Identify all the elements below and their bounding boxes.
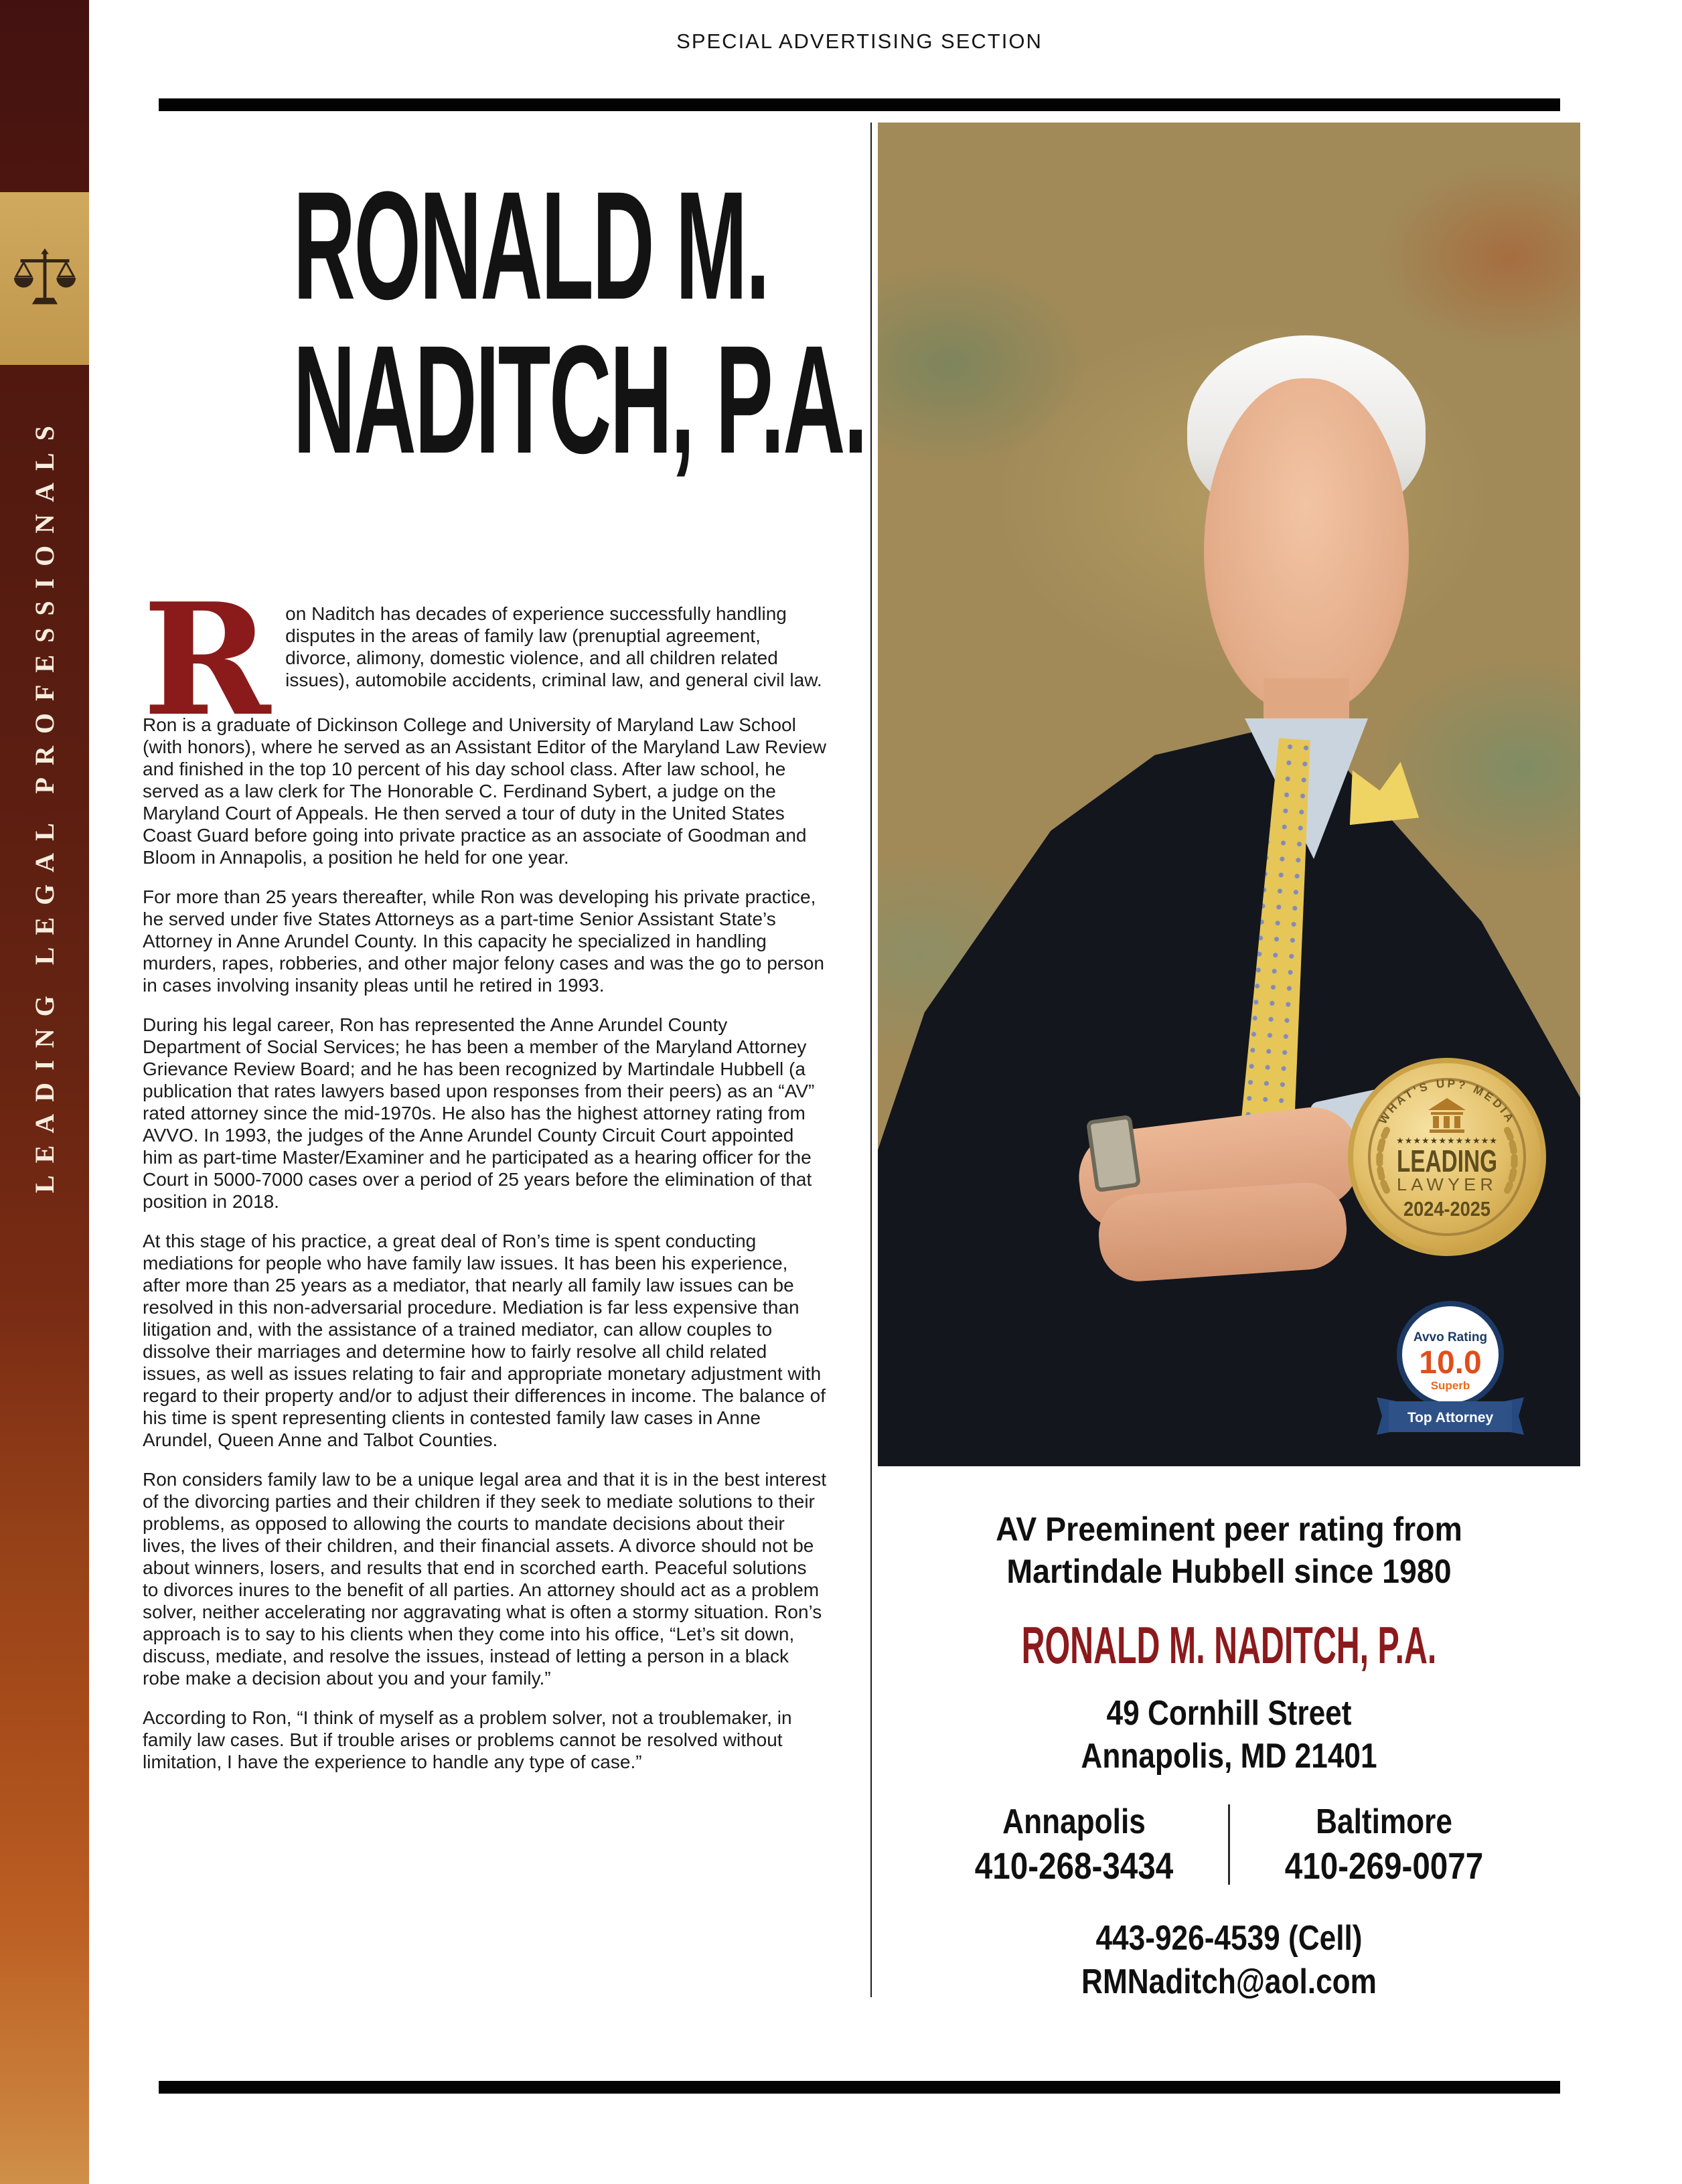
title-line-2: NADITCH, P.A. bbox=[293, 313, 866, 485]
office-phone: 410-268-3434 bbox=[974, 1845, 1174, 1887]
article-body bbox=[143, 570, 827, 1790]
attorney-photo bbox=[878, 123, 1580, 1466]
top-rule bbox=[159, 98, 1560, 111]
paragraph-3: For more than 25 years thereafter, while Ron was developing his private practice, he served under five States Attorneys as a part-time Senior Assistant State’s Attorney in Anne Arundel County. In this capacity he specialized in handling murders, rapes, robberies, and other major felony cases and was the go to person in cases involving insanity pleas until he retired in 1993. bbox=[143, 886, 824, 996]
avvo-score: 10.0 bbox=[1419, 1345, 1482, 1381]
email-address: RMNaditch@aol.com bbox=[1081, 1962, 1377, 2001]
office-city: Annapolis bbox=[1002, 1802, 1146, 1841]
article-title bbox=[143, 159, 866, 485]
photo-hand bbox=[1096, 1180, 1349, 1283]
section-header: SPECIAL ADVERTISING SECTION bbox=[676, 29, 1043, 53]
paragraph-7: According to Ron, “I think of myself as a problem solver, not a troublemaker, in family law cases. But if trouble arises or problems cannot be resolved without limitation, I have the experience to handle any type of case.” bbox=[143, 1707, 792, 1772]
sidebar-gold-block bbox=[0, 192, 89, 365]
avvo-ribbon-text: Top Attorney bbox=[1407, 1410, 1494, 1425]
title-line-1: RONALD M. bbox=[293, 159, 769, 331]
badge-line2: LAWYER bbox=[1397, 1174, 1497, 1194]
cell-phone: 443-926-4539 (Cell) bbox=[1095, 1919, 1363, 1958]
firm-name: RONALD M. NADITCH, P.A. bbox=[1021, 1616, 1437, 1674]
avvo-sub: Superb bbox=[1430, 1379, 1470, 1392]
avvo-label: Avvo Rating bbox=[1413, 1330, 1488, 1344]
photo-face bbox=[1204, 378, 1409, 713]
drop-cap: R bbox=[143, 570, 271, 751]
paragraph-2: Ron is a graduate of Dickinson College and University of Maryland Law School (with honors), where he served as an Assistant Editor of the Maryland Law Review and finished in the top 10 percent of his day school class. After law school, he served as a law clerk for The Honorable C. Ferdinand Sybert, a judge on the Maryland Court of Appeals. He then served a tour of duty in the United States Coast Guard before going into private practice as an associate of Goodman and Bloom in Annapolis, a position he held for one year. bbox=[143, 714, 826, 868]
badge-line1: LEADING bbox=[1397, 1144, 1497, 1178]
bottom-rule bbox=[159, 2081, 1560, 2094]
scales-of-justice-icon bbox=[13, 246, 77, 311]
paragraph-4: During his legal career, Ron has represented the Anne Arundel County Department of Social Services; he has been a member of the Maryland Attorney Grievance Review Board; and he has been recognized by Martindale Hubbell (a publication that rates lawyers based upon responses from their peers) as an “AV” rated attorney since the mid-1970s. He also has the highest attorney rating from AVVO. In 1993, the judges of the Anne Arundel County Circuit Court appointed him as part-time Master/Examiner and he participated as a hearing officer for the Court in 5000-7000 cases over a period of 25 years before the elimination of that position in 2018. bbox=[143, 1014, 815, 1212]
sidebar-vertical-label: LEADING LEGAL PROFESSIONALS bbox=[29, 414, 60, 1193]
peer-rating-line-2: Martindale Hubbell since 1980 bbox=[1006, 1553, 1452, 1590]
office-annapolis bbox=[927, 1800, 1221, 1889]
office-phones bbox=[878, 1800, 1580, 1889]
phone-divider bbox=[1228, 1804, 1230, 1885]
avvo-badge bbox=[1369, 1300, 1532, 1460]
office-baltimore bbox=[1237, 1800, 1531, 1889]
address bbox=[878, 1692, 1580, 1778]
badge-stars: ★★★★★★★★★★★★ bbox=[1396, 1136, 1498, 1146]
badge-arc-text: WHAT'S UP? MEDIA bbox=[1376, 1077, 1518, 1127]
column-divider bbox=[870, 123, 872, 1997]
peer-rating-line-1: AV Preeminent peer rating from bbox=[996, 1510, 1462, 1548]
sidebar bbox=[0, 0, 89, 2184]
paragraph-1-text: on Naditch has decades of experience successfully handling disputes in the areas of family law (prenuptial agreement, divorce, alimony, domestic violence, and all children related issues), automobile accidents, criminal law, and general civil law. bbox=[285, 603, 822, 690]
address-street: 49 Cornhill Street bbox=[1106, 1694, 1352, 1733]
address-city: Annapolis, MD 21401 bbox=[1081, 1737, 1377, 1776]
contact-block bbox=[878, 1508, 1580, 2004]
office-phone: 410-269-0077 bbox=[1284, 1845, 1484, 1887]
office-city: Baltimore bbox=[1316, 1802, 1452, 1841]
paragraph-5: At this stage of his practice, a great deal of Ron’s time is spent conducting mediations for people who have family law issues. It has been his experience, after more than 25 years as a mediator, that nearly all family law issues can be resolved in this non-adversarial procedure. Mediation is far less expensive than litigation and, with the assistance of a trained mediator, can allow couples to dissolve their marriages and determine how to fairly resolve all child related issues, as well as issues relating to fair and appropriate monetary adjustment with regard to their property and/or to adjust their differences in income. The balance of his time is spent representing clients in contested family law cases in Anne Arundel, Queen Anne and Talbot Counties. bbox=[143, 1231, 826, 1450]
leading-lawyer-badge bbox=[1347, 1057, 1547, 1257]
photo-pocket-square bbox=[1344, 761, 1419, 825]
paragraph-6: Ron considers family law to be a unique legal area and that it is in the best interest of the divorcing parties and their children if they seek to mediate solutions to their problems, as opposed to allowing the courts to mandate decisions about their lives, the lives of their children, and their financial assets. A divorce should not be about winners, losers, and results that end in scorched earth. Peaceful solutions to divorces inures to the benefit of all parties. An attorney should act as a problem solver, neither accelerating nor aggravating what is often a stormy situation. Ron’s approach is to say to his clients when they come into his office, “Let’s sit down, discuss, mediate, and resolve the issues, instead of letting a person in a black robe make a decision about you and your family.” bbox=[143, 1469, 827, 1689]
badge-years: 2024-2025 bbox=[1403, 1197, 1490, 1221]
paragraph-1 bbox=[143, 570, 827, 751]
